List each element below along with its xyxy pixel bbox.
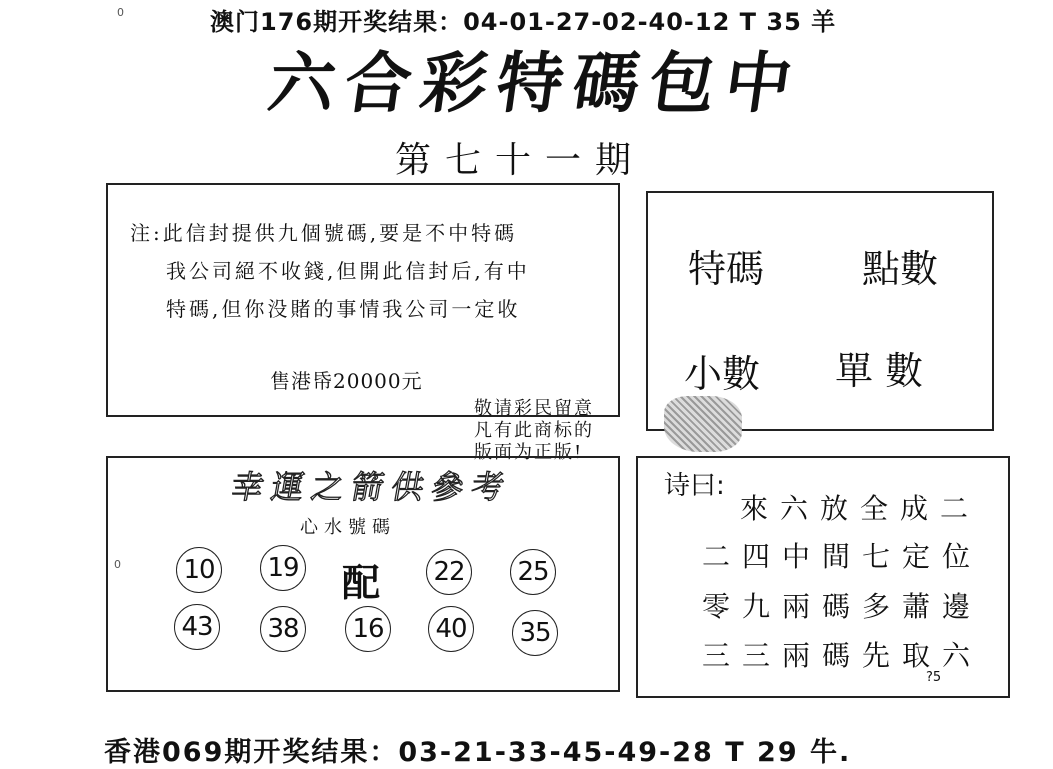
corner-mark: 0 <box>117 6 124 19</box>
tag-odd: 單數 <box>835 349 936 393</box>
number-ball: 43 <box>174 604 220 650</box>
macau-result-headline: 澳门176期开奖结果：04-01-27-02-40-12 T 35 羊 <box>210 8 837 36</box>
issue-number: 第七十一期 <box>395 140 646 181</box>
poem-line: 零九兩碼多蕭邊 <box>702 590 983 623</box>
authenticity-notice <box>474 398 594 464</box>
brand-title: 六合彩特碼包中 <box>263 44 807 122</box>
pair-character: 配 <box>342 560 381 605</box>
poem-line: 三三兩碼先取六 <box>702 639 983 672</box>
price-text: 售港帋20000元 <box>270 369 423 393</box>
number-ball: 35 <box>512 610 558 656</box>
notice-line: 特碼,但你没賭的事情我公司一定收 <box>166 297 521 321</box>
lucky-subtitle: 心水號碼 <box>300 517 396 538</box>
authenticity-line: 版面为正版! <box>474 442 584 463</box>
poem-line: 二四中間七定位 <box>702 540 983 573</box>
tag-small: 小數 <box>684 352 761 396</box>
number-ball: 40 <box>428 606 474 652</box>
number-ball: 38 <box>260 606 306 652</box>
number-ball: 22 <box>426 549 472 595</box>
notice-line: 注:此信封提供九個號碼,要是不中特碼 <box>130 221 518 245</box>
lucky-title: 幸運之箭供參考 <box>228 468 516 506</box>
number-ball: 10 <box>176 547 222 593</box>
side-mark: 0 <box>114 558 121 571</box>
poem-label: 诗曰: <box>664 471 725 501</box>
tag-points: 點數 <box>862 247 939 291</box>
hk-result-headline: 香港069期开奖结果：03-21-33-45-49-28 T 29 牛. <box>104 737 852 768</box>
number-ball: 16 <box>345 606 391 652</box>
authenticity-line: 凡有此商标的 <box>474 420 594 441</box>
trademark-logo-icon <box>664 396 742 452</box>
poem-line: 來六放全成二 <box>740 492 981 525</box>
notice-text <box>130 214 600 328</box>
number-ball: 19 <box>260 545 306 591</box>
number-ball: 25 <box>510 549 556 595</box>
page-mark: ?5 <box>926 670 942 685</box>
authenticity-line: 敬请彩民留意 <box>474 398 594 419</box>
tag-special-number: 特碼 <box>688 247 765 291</box>
notice-line: 我公司絕不收錢,但開此信封后,有中 <box>166 259 530 283</box>
